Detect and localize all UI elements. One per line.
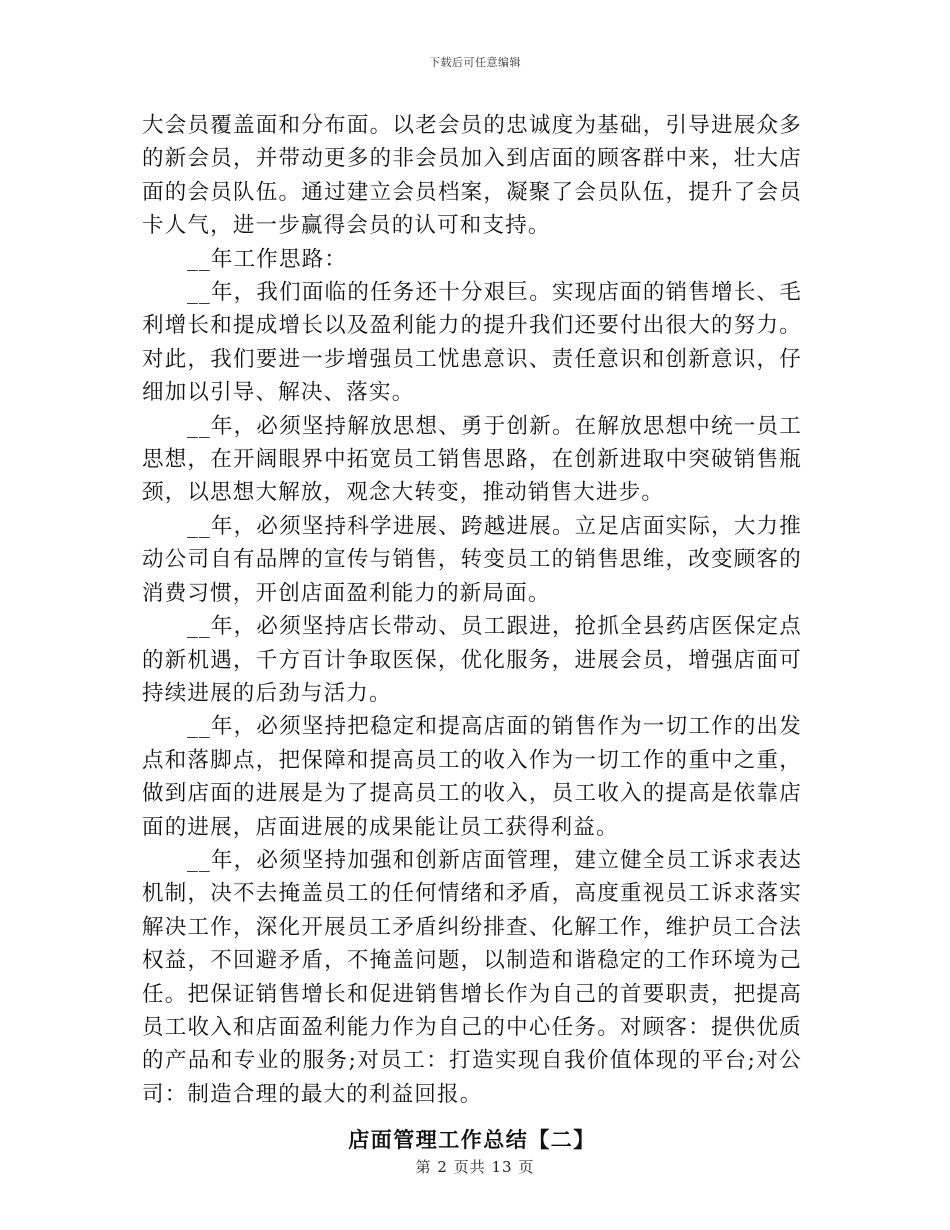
section-heading-work-plan: __年工作思路： <box>187 246 348 272</box>
page-header-note: 下载后可任意编辑 <box>429 56 521 69</box>
body-paragraph: __年，必须坚持店长带动、员工跟进，抢抓全县药店医保定点的新机遇，千方百计争取医保，优化服务，进展会员，增强店面可持续进展的后劲与活力。 <box>142 614 802 706</box>
body-paragraph: __年，必须坚持解放思想、勇于创新。在解放思想中统一员工思想，在开阔眼界中拓宽员工销售思路，在创新进取中突破销售瓶颈，以思想大解放，观念大转变，推动销售大进步。 <box>142 413 802 506</box>
body-paragraph: __年，必须坚持把稳定和提高店面的销售作为一切工作的出发点和落脚点，把保障和提高员工的收入作为一切工作的重中之重，做到店面的进展是为了提高员工的收入，员工收入的提高是依靠店面的进展，店面进展的成果能让员工获得利益。 <box>142 714 802 840</box>
section-title: 店面管理工作总结【二】 <box>348 1127 596 1153</box>
body-paragraph: __年，必须坚持加强和创新店面管理，建立健全员工诉求表达机制，决不去掩盖员工的任何情绪和矛盾，高度重视员工诉求落实解决工作，深化开展员工矛盾纠纷排查、化解工作，维护员工合法权益，不回避矛盾，不掩盖问题，以制造和谐稳定的工作环境为己任。把保证销售增长和促进销售增长作为自己的首要职责，把提高员工收入和店面盈利能力作为自己的中心任务。对顾客：提供优质的产品和专业的服务;对员工：打造实现自我价值体现的平台;对公司：制造合理的最大的利益回报。 <box>142 847 802 1107</box>
page-number: 第 2 页共 13 页 <box>415 1158 535 1176</box>
body-paragraph: 大会员覆盖面和分布面。以老会员的忠诚度为基础，引导进展众多的新会员，并带动更多的非会员加入到店面的顾客群中来，壮大店面的会员队伍。通过建立会员档案，凝聚了会员队伍，提升了会员卡人气，进一步赢得会员的认可和支持。 <box>142 113 802 239</box>
body-paragraph: __年，我们面临的任务还十分艰巨。实现店面的销售增长、毛利增长和提成增长以及盈利能力的提升我们还要付出很大的努力。对此，我们要进一步增强员工忧患意识、责任意识和创新意识，仔细加以引导、解决、落实。 <box>142 280 802 406</box>
body-paragraph: __年，必须坚持科学进展、跨越进展。立足店面实际，大力推动公司自有品牌的宣传与销售，转变员工的销售思维，改变顾客的消费习惯，开创店面盈利能力的新局面。 <box>142 513 802 606</box>
document-body <box>142 109 802 1156</box>
